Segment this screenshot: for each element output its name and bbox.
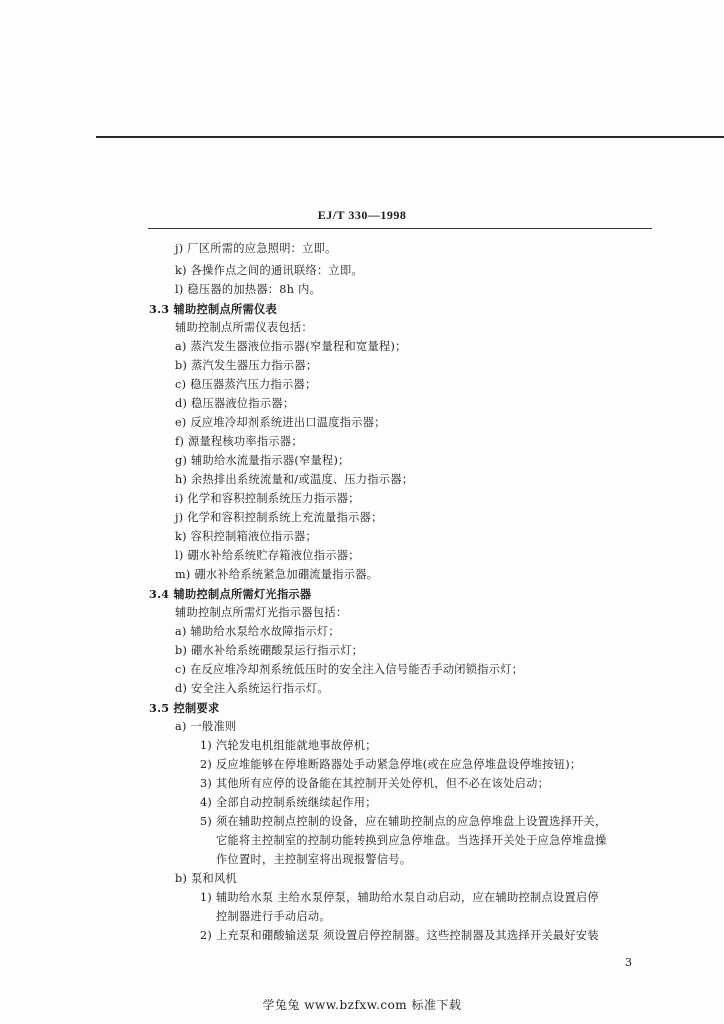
- text-line: i) 化学和容积控制系统压力指示器；: [175, 492, 360, 505]
- text-line: 3) 其他所有应停的设备能在其控制开关处停机，但不必在该处启动；: [200, 777, 550, 790]
- section-heading-3-4: 3.4 辅助控制点所需灯光指示器: [149, 587, 312, 601]
- footer-watermark-text: 学兔兔 www.bzfxw.com 标准下载: [262, 998, 462, 1012]
- text-line: 辅助控制点所需仪表包括：: [175, 321, 313, 334]
- text-line: b) 泵和风机: [175, 872, 237, 885]
- text-line: e) 反应堆冷却剂系统进出口温度指示器；: [175, 416, 386, 429]
- section-heading-3-3: 3.3 辅助控制点所需仪表: [149, 302, 277, 316]
- text-line: c) 稳压器蒸汽压力指示器；: [175, 378, 317, 391]
- text-line: l) 稳压器的加热器：8h 内。: [175, 283, 322, 296]
- page-number: 3: [625, 956, 632, 969]
- text-line: 2) 反应堆能够在停堆断路器处手动紧急停堆(或在应急停堆盘设停堆按钮)；: [200, 758, 582, 771]
- text-line: a) 蒸汽发生器液位指示器(窄量程和宽量程)；: [175, 340, 407, 353]
- top-border-rule: [96, 136, 724, 138]
- text-line: 1) 辅助给水泵 主给水泵停泵，辅助给水泵自动启动，应在辅助控制点设置启停: [200, 891, 599, 904]
- text-line: 4) 全部自动控制系统继续起作用；: [200, 796, 377, 809]
- text-line: 2) 上充泵和硼酸输送泵 须设置启停控制器。这些控制器及其选择开关最好安装: [200, 929, 599, 942]
- section-heading-3-5: 3.5 控制要求: [149, 701, 220, 715]
- text-line: c) 在反应堆冷却剂系统低压时的安全注入信号能否手动闭锁指示灯；: [175, 663, 524, 676]
- text-line: k) 容积控制箱液位指示器；: [175, 530, 317, 543]
- text-line: a) 一般准则: [175, 720, 237, 733]
- text-line: 它能将主控制室的控制功能转换到应急停堆盘。当选择开关处于应急停堆盘操: [216, 834, 607, 847]
- text-line: 作位置时，主控制室将出现报警信号。: [216, 853, 412, 866]
- text-line: l) 硼水补给系统贮存箱液位指示器；: [175, 549, 360, 562]
- text-line: b) 蒸汽发生器压力指示器；: [175, 359, 318, 372]
- text-line: a) 辅助给水泵给水故障指示灯；: [175, 625, 340, 638]
- header-rule: [148, 228, 652, 229]
- text-line: h) 余热排出系统流量和/或温度、压力指示器；: [175, 473, 414, 486]
- text-line: d) 安全注入系统运行指示灯。: [175, 682, 329, 695]
- text-line: j) 厂区所需的应急照明：立即。: [175, 242, 337, 255]
- text-line: k) 各操作点之间的通讯联络：立即。: [175, 264, 363, 277]
- text-line: 5) 须在辅助控制点控制的设备，应在辅助控制点的应急停堆盘上设置选择开关，: [200, 815, 607, 828]
- text-line: d) 稳压器液位指示器；: [175, 397, 295, 410]
- text-line: 辅助控制点所需灯光指示器包括：: [175, 606, 348, 619]
- text-line: g) 辅助给水流量指示器(窄量程)；: [175, 454, 350, 467]
- text-line: f) 源量程核功率指示器；: [175, 435, 303, 448]
- text-line: j) 化学和容积控制系统上充流量指示器；: [175, 511, 383, 524]
- document-code: EJ/T 330—1998: [317, 208, 407, 222]
- text-line: 控制器进行手动启动。: [216, 910, 331, 923]
- text-line: 1) 汽轮发电机组能就地事故停机；: [200, 739, 377, 752]
- text-line: m) 硼水补给系统紧急加硼流量指示器。: [175, 568, 379, 581]
- text-line: b) 硼水补给系统硼酸泵运行指示灯；: [175, 644, 364, 657]
